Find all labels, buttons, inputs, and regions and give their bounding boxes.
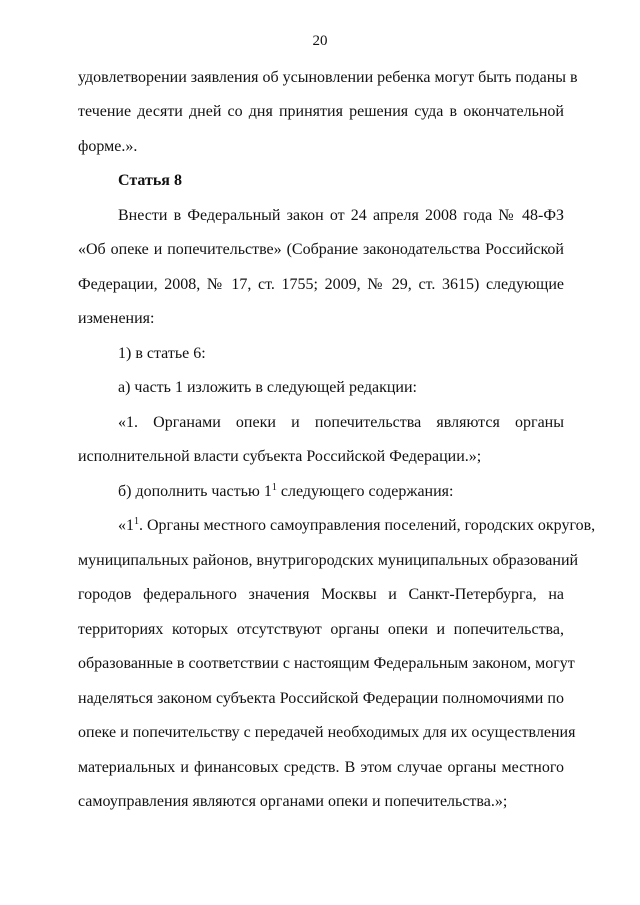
list-item-b-text: б) дополнить частью 1 bbox=[118, 483, 272, 500]
text-line-15: муниципальных районов, внутригородских муниципальных образований bbox=[78, 552, 579, 569]
text-line-18: образованные в соответствии с настоящим Федеральным законом, могут bbox=[78, 655, 575, 672]
text-line-7: Федерации, 2008, № 17, ст. 1755; 2009, № 29, ст. 3615) следующие bbox=[78, 276, 564, 293]
text-line-22: самоуправления являются органами опеки и попечительства.»; bbox=[78, 793, 508, 810]
text-line-19: наделяться законом субъекта Российской Федерации полномочиями по bbox=[78, 690, 564, 707]
page-number: 20 bbox=[312, 33, 328, 49]
list-item-a: а) часть 1 изложить в следующей редакции: bbox=[118, 379, 417, 396]
text-line-3: форме.». bbox=[78, 138, 138, 155]
superscript: 1 bbox=[271, 482, 277, 493]
text-line-14 bbox=[118, 516, 596, 536]
text-line-2: течение десяти дней со дня принятия решения суда в окончательной bbox=[78, 103, 564, 120]
list-item-1: 1) в статье 6: bbox=[118, 345, 206, 362]
text-line-12: исполнительной власти субъекта Российской Федерации.»; bbox=[78, 448, 482, 465]
text-line-17: территориях которых отсутствуют органы опеки и попечительства, bbox=[78, 621, 564, 638]
text-line-16: городов федерального значения Москвы и Санкт-Петербурга, на bbox=[78, 586, 564, 603]
text-line-5: Внести в Федеральный закон от 24 апреля 2008 года № 48-ФЗ bbox=[118, 207, 564, 224]
superscript: 1 bbox=[134, 516, 139, 527]
list-item-b bbox=[118, 482, 564, 502]
text-line-8: изменения: bbox=[78, 310, 155, 327]
text-line-6: «Об опеке и попечительстве» (Собрание законодательства Российской bbox=[78, 241, 564, 258]
text-line-20: опеке и попечительству с передачей необходимых для их осуществления bbox=[78, 724, 576, 741]
list-item-b-text-end: следующего содержания: bbox=[280, 483, 454, 500]
article-heading: Статья 8 bbox=[118, 172, 182, 189]
text-line-21: материальных и финансовых средств. В этом случае органы местного bbox=[78, 759, 564, 776]
text-line-14-start: «1 bbox=[118, 517, 134, 534]
text-line-14-end: . Органы местного самоуправления поселений, городских округов, bbox=[139, 517, 596, 534]
text-line-1: удовлетворении заявления об усыновлении ребенка могут быть поданы в bbox=[78, 69, 578, 86]
text-line-11: «1. Органами опеки и попечительства являются органы bbox=[118, 414, 564, 431]
